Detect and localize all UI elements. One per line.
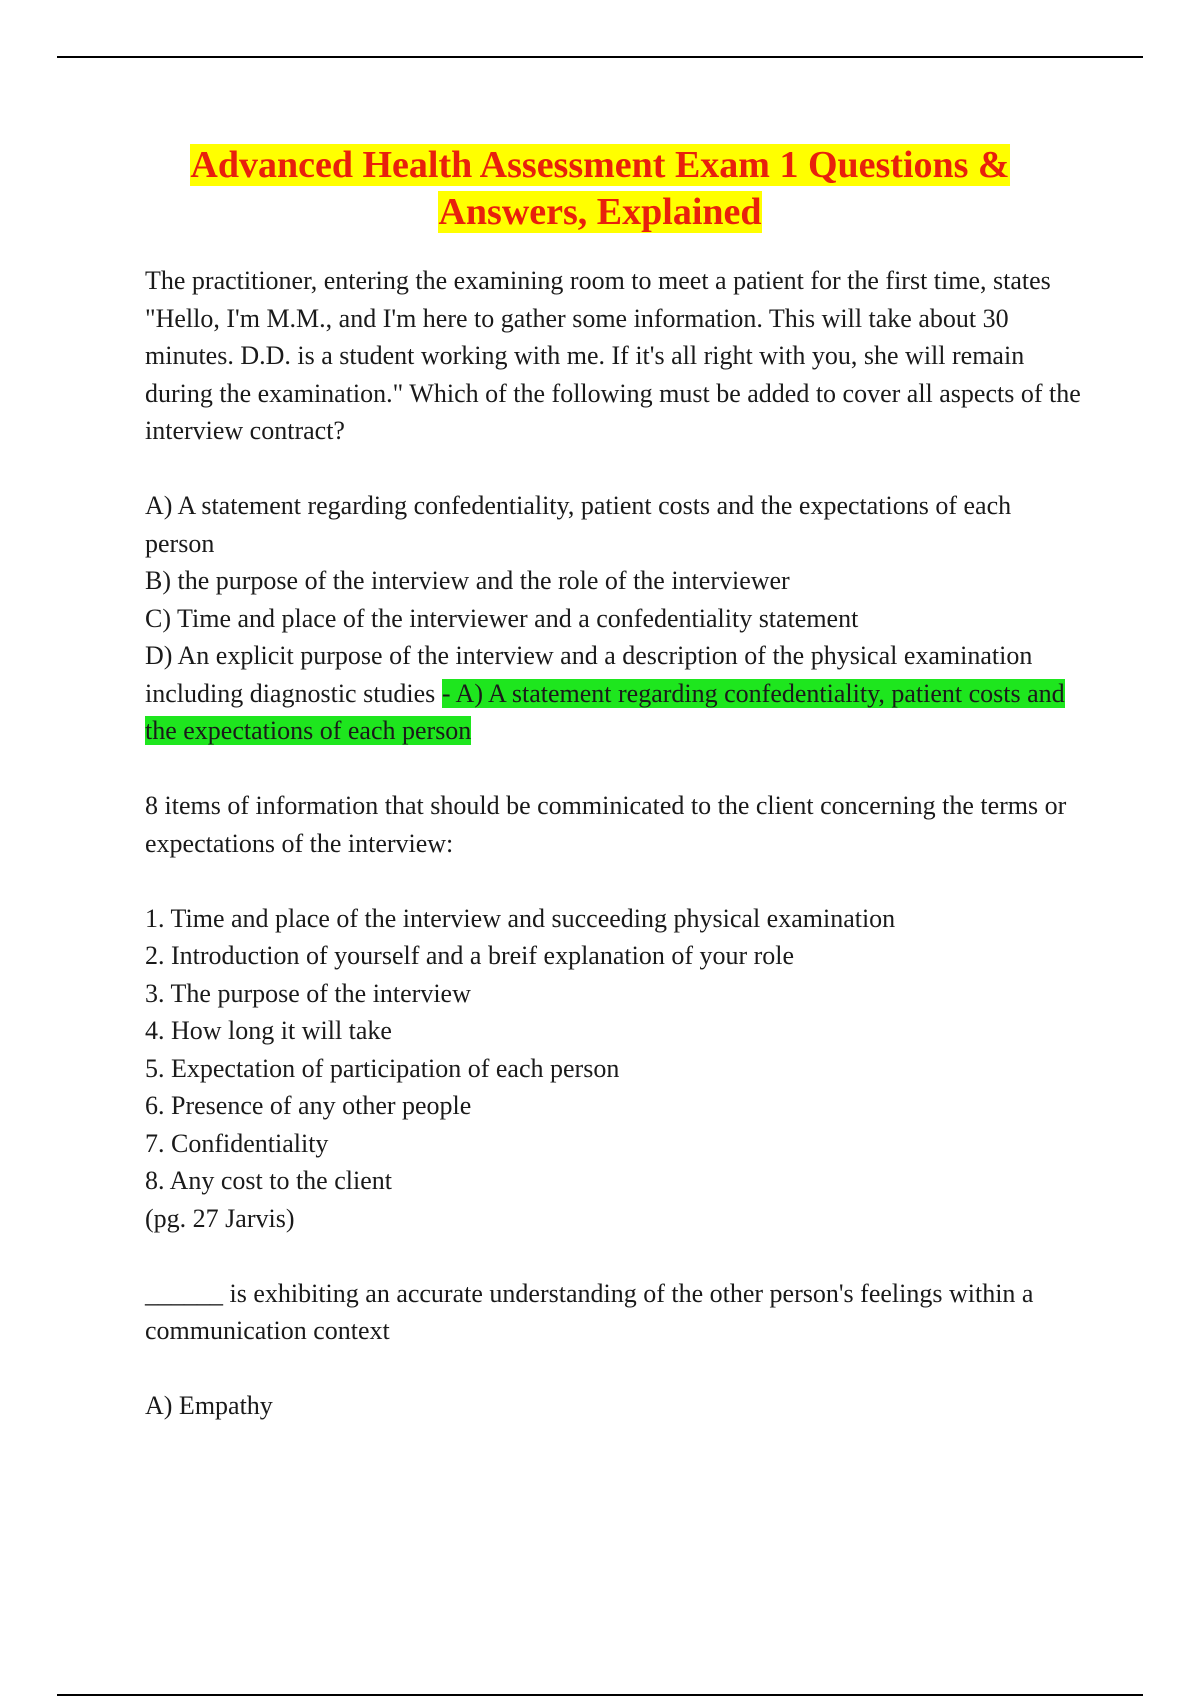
document-title (100, 142, 1100, 236)
info-item: 5. Expectation of participation of each person (145, 1053, 620, 1083)
info-item: 7. Confidentiality (145, 1128, 329, 1158)
info-item: 6. Presence of any other people (145, 1091, 472, 1120)
info-item: 2. Introduction of yourself and a breif explanation of your role (145, 941, 795, 970)
title-line-2: Answers, Explained (438, 191, 762, 233)
title-line-1: Advanced Health Assessment Exam 1 Questions & (190, 144, 1010, 186)
question-2-option-a: A) Empathy (145, 1391, 273, 1420)
header-rule (57, 56, 1143, 58)
question-1-option-d: D) An explicit purpose of the interview and a description of the physical examination including diagnostic studies (145, 641, 1033, 708)
info-item: 8. Any cost to the client (145, 1166, 392, 1195)
question-1-option-a: A) A statement regarding confedentiality, patient costs and the expectations of each person (145, 491, 1012, 558)
question-1-option-c: C) Time and place of the interviewer and a confedentiality statement (145, 603, 859, 633)
question-1-answer: - A) A statement regarding confedentiality, patient costs and the expectations of each person (145, 678, 1065, 745)
info-intro: 8 items of information that should be comminicated to the client concerning the terms or expectations of the interview: (145, 791, 1067, 858)
document-body (145, 262, 1085, 1425)
question-2-text: ______ is exhibiting an accurate understanding of the other person's feelings within a communication context (145, 1278, 1034, 1345)
info-reference: (pg. 27 Jarvis) (145, 1203, 295, 1233)
info-item: 3. The purpose of the interview (145, 978, 471, 1008)
info-item: 1. Time and place of the interview and succeeding physical examination (145, 903, 896, 933)
question-1-option-b: B) the purpose of the interview and the role of the interviewer (145, 566, 790, 595)
question-1-option-d-with-answer (145, 637, 1085, 750)
info-item: 4. How long it will take (145, 1016, 392, 1045)
footer-rule (57, 1694, 1143, 1696)
question-1-text: The practitioner, entering the examining room to meet a patient for the first time, states "Hello, I'm M.M., and I'm here to gather some information. This will take about 30 minutes. D.D. is a student working with me. If it's all right with you, she will remain during the examination." Which of the following must be added to cover all aspects of the interview contract? (145, 266, 1081, 445)
